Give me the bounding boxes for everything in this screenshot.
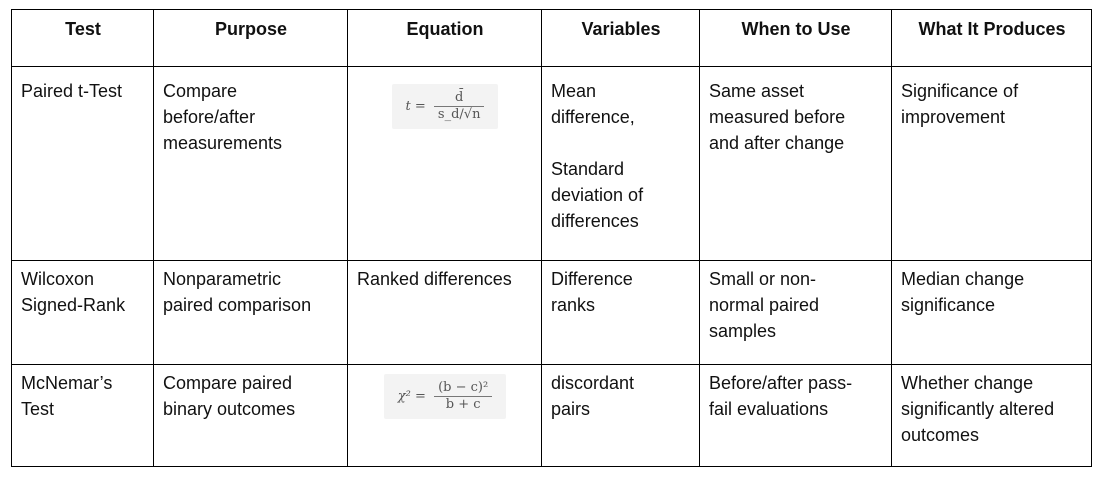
produces-text: Significance of improvement	[901, 81, 1019, 127]
table-row	[12, 365, 1092, 467]
cell-test	[12, 67, 154, 261]
cell-purpose	[154, 365, 348, 467]
header-test: Test	[12, 10, 154, 67]
produces-text: Median change significance	[901, 269, 1025, 315]
cell-equation	[348, 365, 542, 467]
table-row	[12, 67, 1092, 261]
purpose-text: Compare paired binary outcomes	[163, 373, 296, 419]
cell-purpose	[154, 261, 348, 365]
variables-text: Difference ranks	[551, 269, 633, 315]
variables-text: Mean difference,	[551, 81, 635, 127]
header-when-to-use: When to Use	[700, 10, 892, 67]
statistical-tests-table	[11, 9, 1092, 467]
when-text: Small or non- normal paired samples	[709, 269, 820, 341]
comparison-table-container	[11, 9, 1092, 467]
header-variables: Variables	[542, 10, 700, 67]
header-what-it-produces: What It Produces	[892, 10, 1092, 67]
equation-image	[357, 374, 533, 419]
when-text: Same asset measured before and after change	[709, 81, 846, 153]
header-row	[12, 10, 1092, 67]
produces-text: Whether change significantly altered outcomes	[901, 373, 1055, 445]
variables-text: Standard deviation of differences	[551, 159, 644, 231]
cell-variables	[542, 67, 700, 261]
equation-fraction	[434, 380, 492, 413]
equation-numerator: d̄	[434, 90, 485, 107]
equation-denominator: b + c	[445, 397, 481, 412]
cell-what-it-produces	[892, 261, 1092, 365]
variables-text: discordant pairs	[551, 373, 635, 419]
equation-image	[357, 84, 533, 129]
cell-what-it-produces	[892, 67, 1092, 261]
table-row	[12, 261, 1092, 365]
when-text: Before/after pass- fail evaluations	[709, 373, 853, 419]
equation-text: Ranked differences	[357, 269, 512, 289]
cell-purpose	[154, 67, 348, 261]
test-name: Paired t-Test	[21, 81, 123, 101]
cell-what-it-produces	[892, 365, 1092, 467]
purpose-text: Nonparametric paired comparison	[163, 269, 312, 315]
cell-variables	[542, 365, 700, 467]
equation-lhs: t =	[405, 98, 426, 114]
cell-equation	[348, 67, 542, 261]
paired-t-equation	[392, 84, 499, 129]
equation-denominator: s_d/√n	[437, 107, 481, 122]
equation-numerator: (b − c)²	[434, 380, 492, 397]
cell-variables	[542, 261, 700, 365]
header-equation: Equation	[348, 10, 542, 67]
equation-fraction	[434, 90, 485, 123]
test-name: Wilcoxon Signed-Rank	[21, 269, 126, 315]
cell-when-to-use	[700, 67, 892, 261]
cell-when-to-use	[700, 261, 892, 365]
header-purpose: Purpose	[154, 10, 348, 67]
cell-test	[12, 365, 154, 467]
purpose-text: Compare before/after measurements	[163, 81, 283, 153]
cell-test	[12, 261, 154, 365]
test-name: McNemar’s Test	[21, 373, 113, 419]
cell-equation	[348, 261, 542, 365]
cell-when-to-use	[700, 365, 892, 467]
mcnemar-equation	[384, 374, 506, 419]
equation-lhs: χ² =	[397, 388, 426, 404]
